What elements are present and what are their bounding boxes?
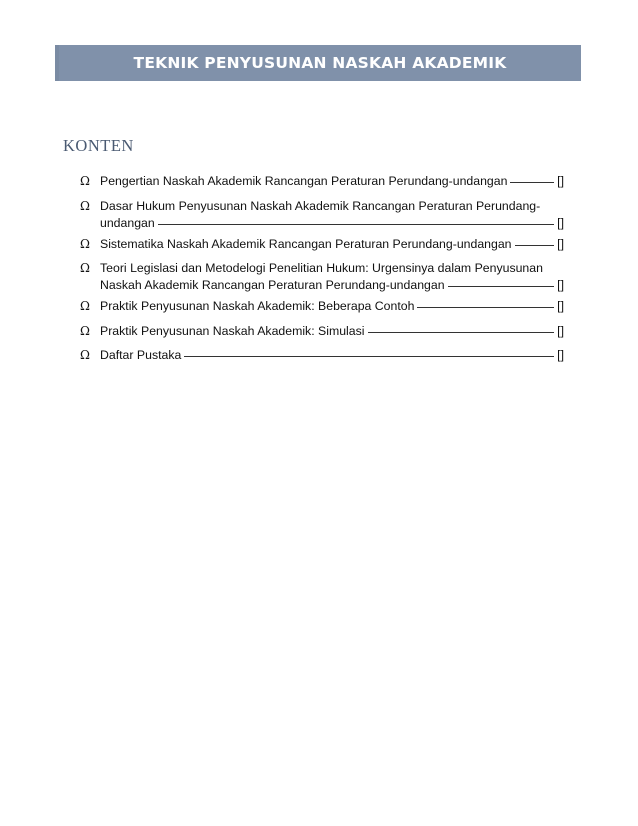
- leader-line: [417, 307, 554, 308]
- toc-item-title: Praktik Penyusunan Naskah Akademik: Simulasi: [100, 323, 365, 338]
- omega-bullet-icon: Ω: [80, 261, 90, 275]
- leader-line: [510, 182, 554, 183]
- toc-item-title: Sistematika Naskah Akademik Rancangan Peraturan Perundang-undangan: [100, 236, 512, 251]
- toc-item[interactable]: [80, 347, 564, 364]
- toc-item-title: Teori Legislasi dan Metodelogi Penelitian Hukum: Urgensinya dalam Penyusunan: [100, 261, 543, 275]
- toc-item-title: Praktik Penyusunan Naskah Akademik: Beberapa Contoh: [100, 299, 415, 313]
- page-ref: []: [557, 236, 564, 251]
- toc-item[interactable]: [80, 323, 564, 340]
- leader-line: [448, 286, 555, 287]
- omega-bullet-icon: Ω: [80, 174, 90, 188]
- toc-item[interactable]: [80, 173, 564, 190]
- page-ref: []: [557, 174, 564, 188]
- table-of-contents: [80, 173, 564, 372]
- leader-line: [158, 224, 554, 225]
- page-ref: []: [557, 215, 564, 230]
- omega-bullet-icon: Ω: [80, 198, 90, 213]
- page-ref: []: [557, 348, 564, 362]
- toc-item-title: Dasar Hukum Penyusunan Naskah Akademik Rancangan Peraturan Perundang-: [100, 198, 541, 213]
- toc-item-title: Daftar Pustaka: [100, 348, 182, 362]
- section-heading: KONTEN: [63, 136, 134, 155]
- toc-item-title-continued: Naskah Akademik Rancangan Peraturan Perundang-undangan: [100, 278, 445, 292]
- leader-line: [515, 245, 555, 246]
- page-title: TEKNIK PENYUSUNAN NASKAH AKADEMIK: [133, 54, 507, 72]
- toc-item[interactable]: [80, 298, 564, 315]
- omega-bullet-icon: Ω: [80, 236, 90, 251]
- toc-item-title: Pengertian Naskah Akademik Rancangan Peraturan Perundang-undangan: [100, 174, 508, 188]
- page-ref: []: [557, 299, 564, 313]
- toc-item[interactable]: [80, 198, 564, 232]
- omega-bullet-icon: Ω: [80, 323, 90, 338]
- page-ref: []: [557, 323, 564, 338]
- omega-bullet-icon: Ω: [80, 299, 90, 313]
- title-banner: [55, 45, 581, 81]
- page-ref: []: [557, 278, 564, 292]
- leader-line: [368, 332, 555, 333]
- omega-bullet-icon: Ω: [80, 348, 90, 362]
- toc-item-title-continued: undangan: [100, 215, 155, 230]
- toc-item[interactable]: [80, 260, 564, 294]
- toc-item[interactable]: [80, 236, 564, 253]
- leader-line: [184, 356, 554, 357]
